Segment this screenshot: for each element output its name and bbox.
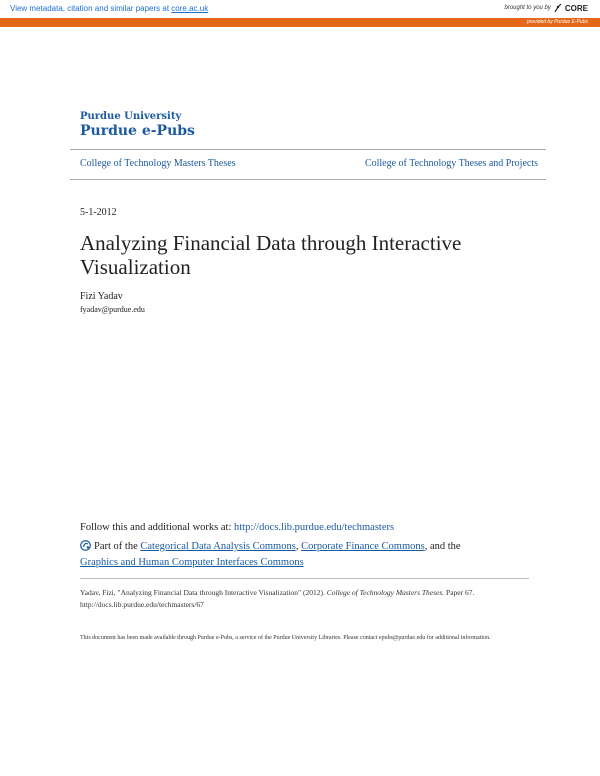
collection-link-projects[interactable]: College of Technology Theses and Projects: [364, 158, 538, 169]
part-of-sep-2: , and the: [424, 541, 461, 552]
follow-text: Follow this and additional works at:: [80, 522, 234, 533]
brought-by-core[interactable]: [505, 3, 589, 13]
categorical-data-analysis-link[interactable]: Categorical Data Analysis Commons: [140, 541, 296, 552]
core-logo-text: CORE: [564, 3, 588, 13]
author-name: Fizi Yadav: [80, 291, 123, 302]
author-email: fyadav@purdue.edu: [80, 305, 145, 314]
view-metadata-text: View metadata, citation and similar papers at: [10, 4, 172, 13]
top-bar: [0, 0, 600, 18]
header-divider-top: [70, 149, 546, 150]
core-logo-icon: [554, 3, 562, 13]
repository-name[interactable]: Purdue e-Pubs: [80, 123, 195, 139]
collection-link-masters[interactable]: College of Technology Masters Theses: [80, 158, 236, 169]
citation-prefix: Yadav, Fizi, "Analyzing Financial Data through Interactive Visualization" (2012).: [80, 588, 327, 597]
recommended-citation: [80, 587, 520, 611]
header-divider-bottom: [70, 179, 546, 180]
availability-notice: This document has been made available through Purdue e-Pubs, a service of the Purdue University Libraries. Please contact epubs@purdue.edu for additional information.: [80, 635, 491, 641]
institution-name[interactable]: Purdue University: [80, 111, 182, 122]
provided-by-link[interactable]: provided by Purdue E-Pubs: [526, 19, 588, 25]
corporate-finance-link[interactable]: Corporate Finance Commons: [301, 541, 425, 552]
provider-bar: [0, 18, 600, 27]
follow-link[interactable]: http://docs.lib.purdue.edu/techmasters: [234, 522, 395, 533]
part-of-prefix: Part of the: [94, 541, 141, 552]
citation-divider: [80, 578, 529, 579]
network-icon: [80, 540, 91, 551]
brought-by-text: brought to you by: [504, 5, 551, 11]
publication-date: 5-1-2012: [80, 207, 117, 218]
paper-title: Analyzing Financial Data through Interactive Visualization: [80, 231, 462, 279]
citation-series: College of Technology Masters Theses.: [326, 588, 445, 597]
follow-line: [80, 522, 394, 533]
citation-suffix: Paper 67.: [444, 588, 475, 597]
view-metadata-link[interactable]: [10, 4, 208, 13]
graphics-hci-link[interactable]: Graphics and Human Computer Interfaces Commons: [80, 557, 304, 568]
part-of-line: [80, 539, 540, 571]
citation-url[interactable]: http://docs.lib.purdue.edu/techmasters/67: [80, 600, 204, 609]
part-of-sep-1: ,: [295, 541, 302, 552]
core-ac-uk-link[interactable]: core.ac.uk: [171, 4, 209, 13]
